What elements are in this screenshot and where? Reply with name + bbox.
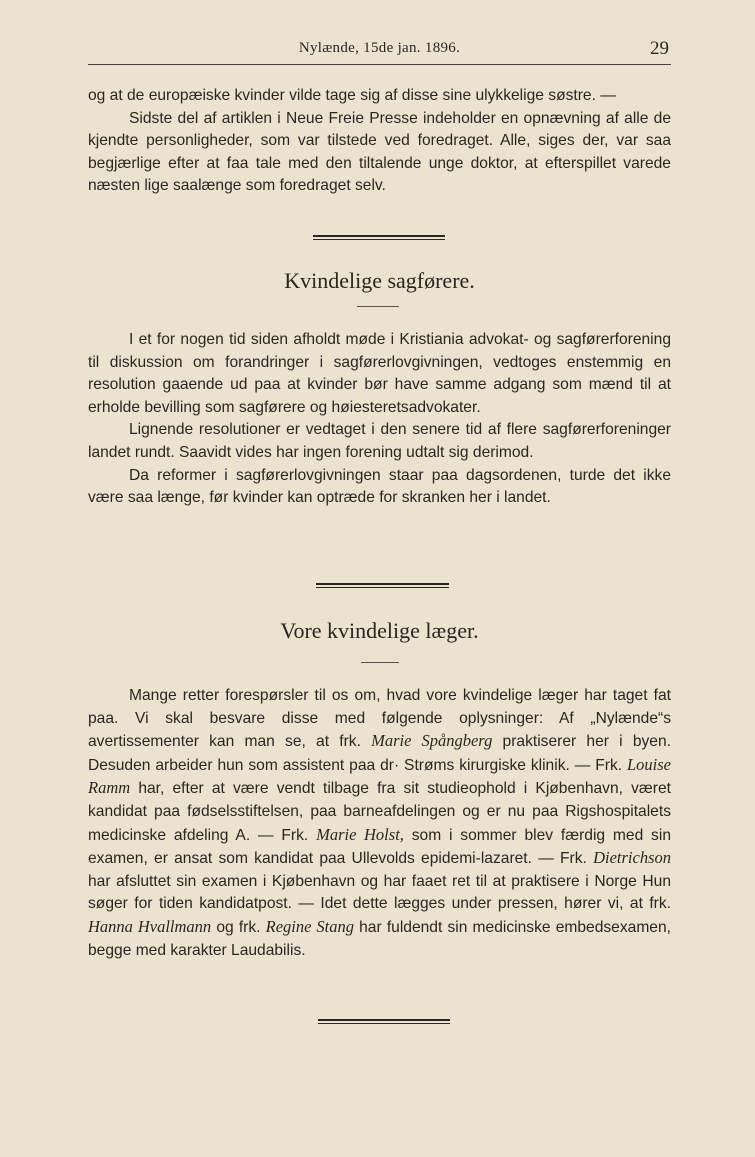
intro-paragraph-1: og at de europæiske kvinder vilde tage sig af disse sine ulykkelige søstre. — <box>88 87 616 104</box>
section-divider-2 <box>316 583 449 588</box>
section-heading-laeger: Vore kvindelige læger. <box>280 618 479 643</box>
intro-paragraph-2: Sidste del af artiklen i Neue Freie Presse indeholder en opnævning af alle de kjendte personligheder, som var tilstede ved foredraget. Alle, siges der, var saa begjærlige efter at faa tale med den tiltalende unge doktor, at efterspillet varede næsten lige saalænge som foredraget selv. <box>88 109 671 195</box>
section-divider-1 <box>313 235 445 240</box>
heading-underline-1 <box>357 306 399 307</box>
section-divider-3 <box>318 1019 450 1024</box>
doctor-name: Louise Ramm <box>88 754 671 798</box>
doctor-name: Hanna Hvallmann <box>88 916 212 936</box>
section-sagforere-text <box>88 329 671 510</box>
page-header <box>88 36 671 65</box>
heading-underline-2 <box>361 662 399 663</box>
doctor-name: Marie Holst, <box>316 824 404 844</box>
sagforere-paragraph-2: Lignende resolutioner er vedtaget i den senere tid af flere sagførerforeninger landet rundt. Saavidt vides har ingen forening udtalt sig derimod. <box>88 421 671 461</box>
sagforere-paragraph-1: I et for nogen tid siden afholdt møde i Kristiania advokat- og sagførerforening til diskussion om forandringer i sagførerlovgivningen, vedtoges enstemmig en resolution gaaende ud paa at kvinder bør have samme adgang som mænd til at erholde bevilling som sagførere og høiesteretsadvokater. <box>88 331 671 416</box>
running-title: Nylænde, 15de jan. 1896. <box>298 40 461 56</box>
laeger-paragraph: Mange retter forespørsler til os om, hvad vore kvindelige læger har taget fat paa. Vi skal besvare disse med følgende oplysninger: Af „Nylænde“s avertissementer kan man se, at frk. Marie Spångberg praktiserer her i byen. Desuden arbeider hun som assistent paa dr· Strøms kirurgiske klinik. — Frk. Louise Ramm har, efter at være vendt tilbage fra sit studieophold i Kjøbenhavn, været kandidat paa fødselsstiftelsen, paa barneafdelingen og er nu paa Rigshospitalets medicinske afdeling A. — Frk. Marie Holst, som i sommer blev færdig med sin examen, er ansat som kandidat paa Ullevolds epidemi-lazaret. — Frk. Dietrichson har afsluttet sin examen i Kjøbenhavn og har faaet ret til at praktisere i Norge Hun søger for tiden kandidatpost. — Idet dette lægges under pressen, hører vi, at frk. Hanna Hvallmann og frk. Regine Stang har fuldendt sin medicinske embedsexamen, begge med karakter Laudabilis. <box>88 687 671 959</box>
doctor-name: Dietrichson <box>593 848 671 868</box>
sagforere-paragraph-3: Da reformer i sagførerlovgivningen staar paa dagsordenen, turde det ikke være saa længe, før kvinder kan optræde for skranken her i landet. <box>88 466 671 507</box>
doctor-name: Regine Stang <box>265 916 354 936</box>
intro-text <box>88 85 671 198</box>
page-number: 29 <box>650 38 669 59</box>
doctor-name: Marie Spångberg <box>371 731 493 751</box>
section-laeger-text <box>88 685 671 962</box>
section-heading-sagforere: Kvindelige sagførere. <box>284 268 475 293</box>
